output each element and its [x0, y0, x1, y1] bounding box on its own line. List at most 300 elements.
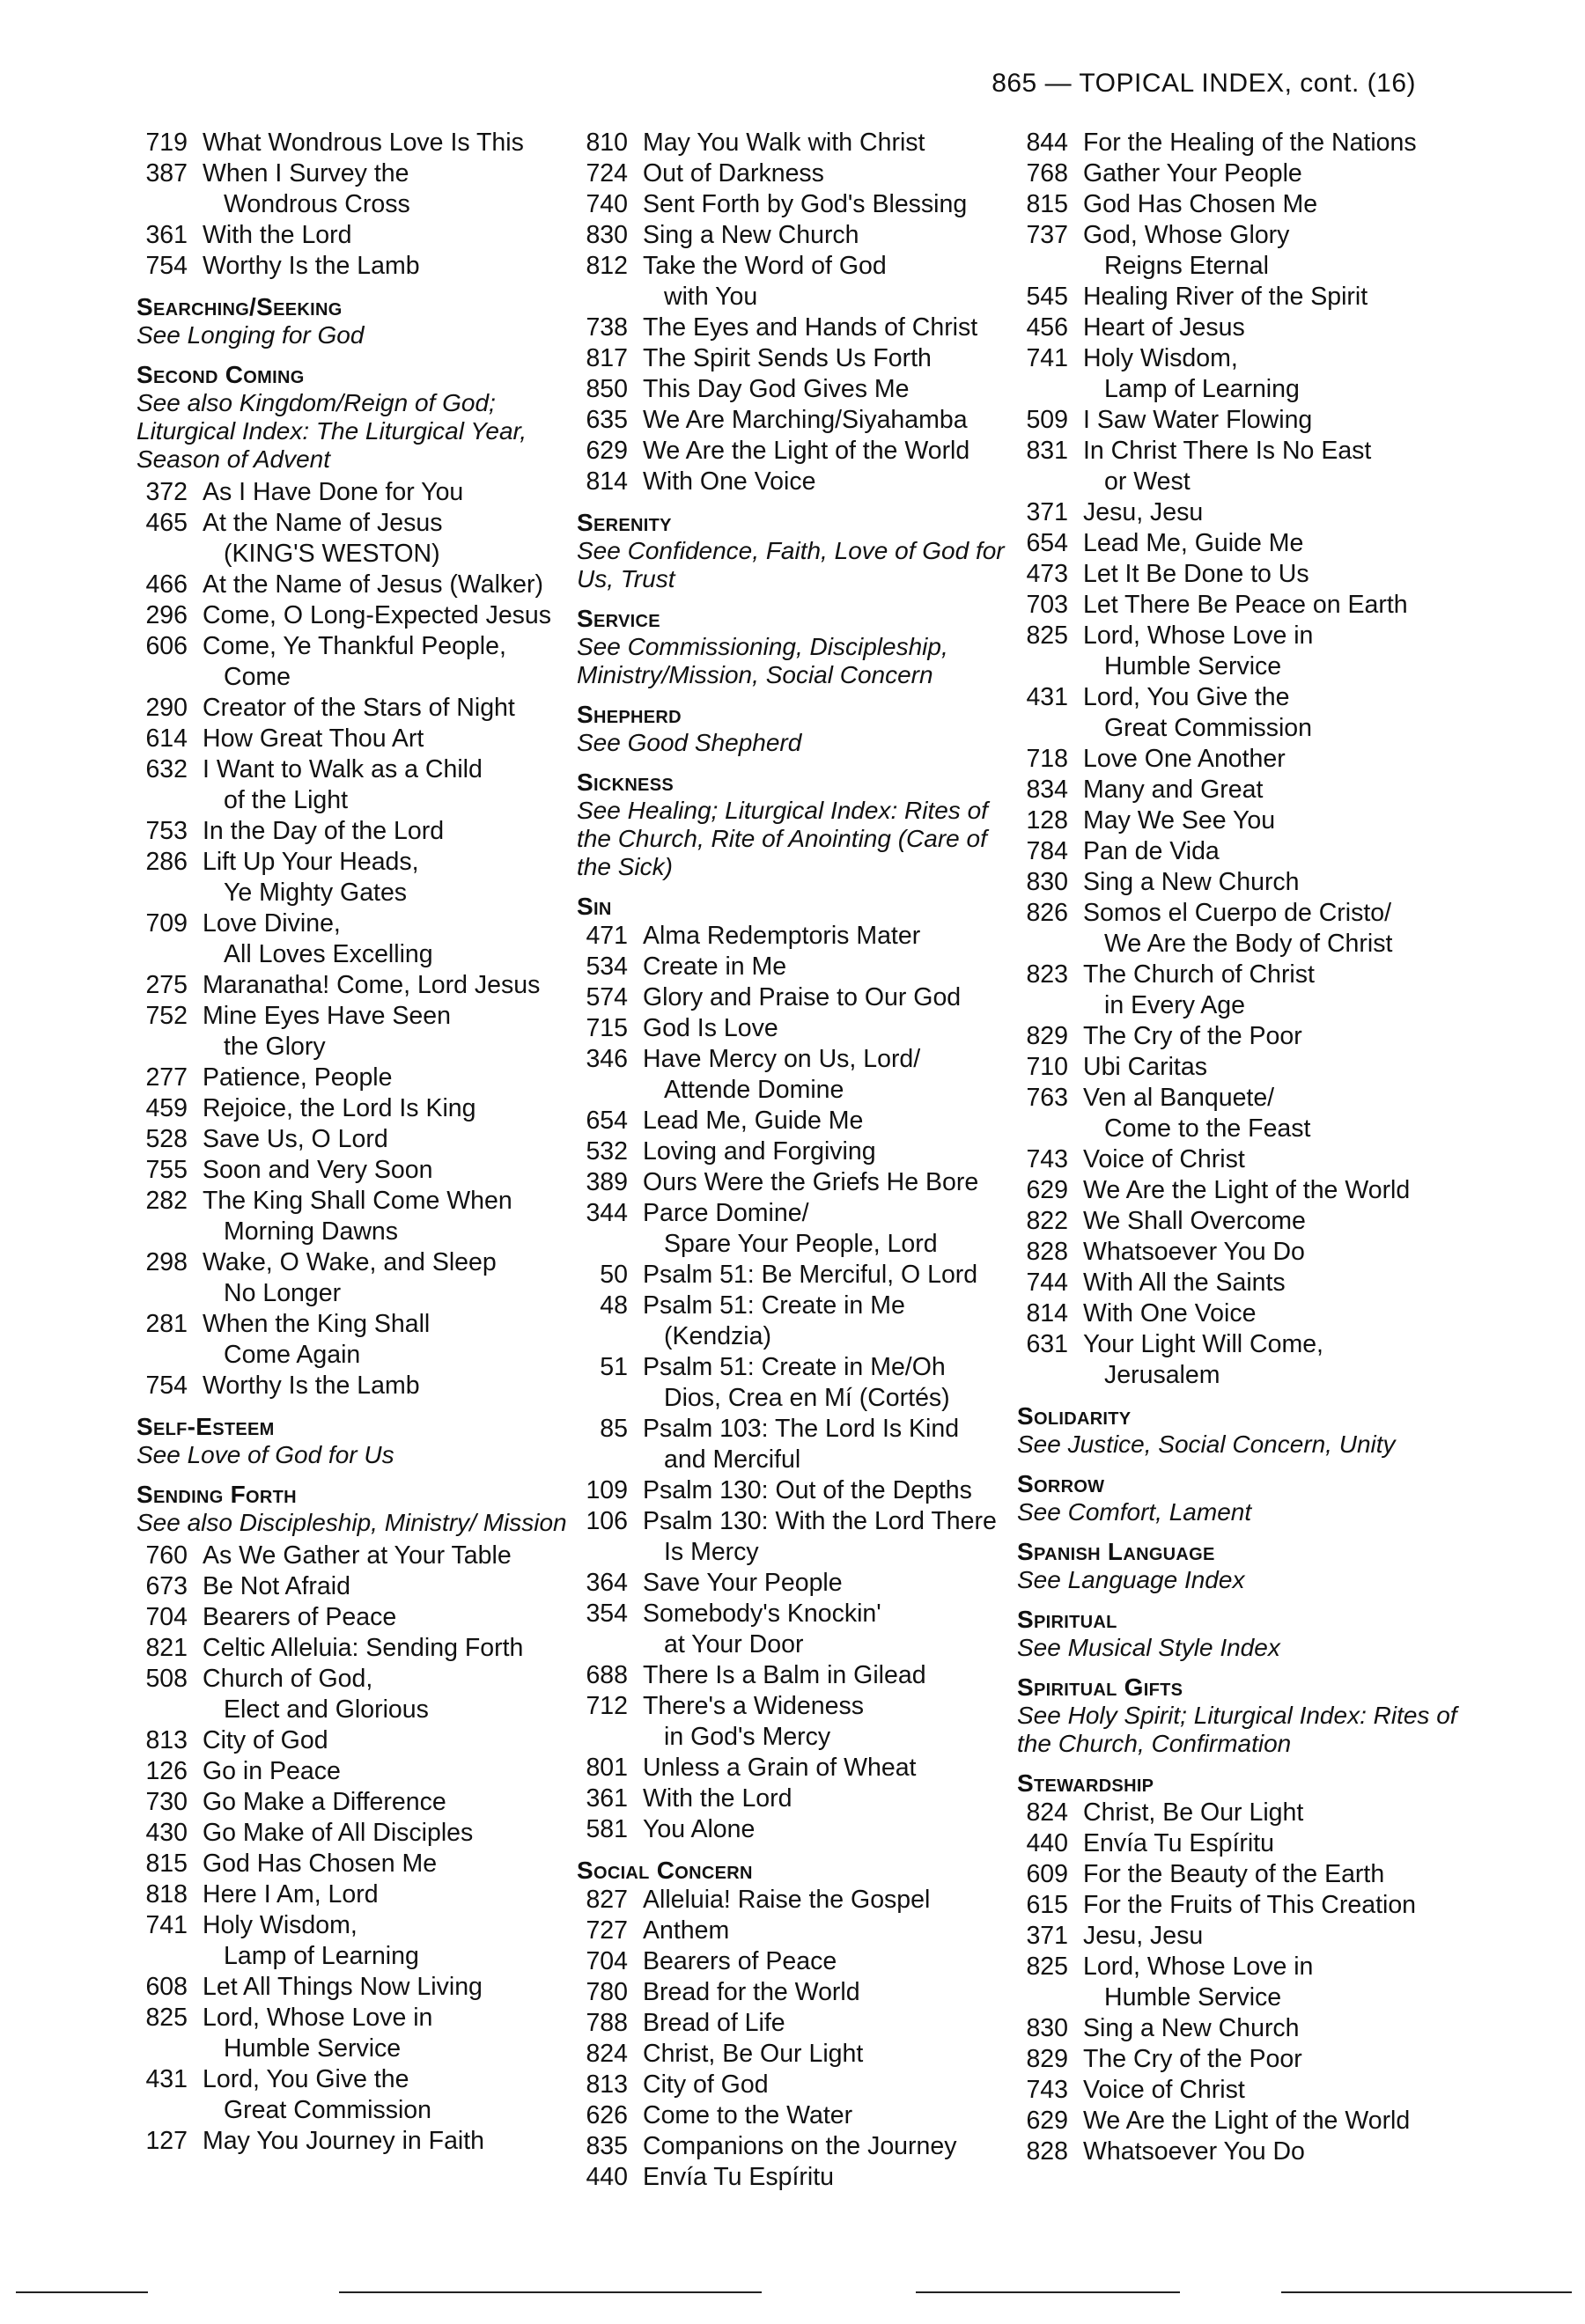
- hymn-number: 784: [1026, 837, 1068, 865]
- hymn-title: God, Whose Glory: [1083, 221, 1290, 249]
- hymn-number: 465: [145, 509, 188, 537]
- hymn-title: Go in Peace: [203, 1757, 341, 1785]
- index-entry: [577, 2100, 1017, 2131]
- hymn-number: 632: [145, 755, 188, 783]
- see-reference: See Longing for God: [136, 321, 365, 349]
- hymn-title: Healing River of the Spirit: [1083, 283, 1368, 311]
- hymn-number: 508: [145, 1665, 188, 1693]
- hymn-number: 810: [586, 129, 628, 157]
- index-entry: [1017, 559, 1457, 590]
- hymn-title: Soon and Very Soon: [203, 1156, 433, 1184]
- hymn-number: 715: [586, 1014, 628, 1042]
- index-entry: [577, 1946, 1017, 1977]
- index-entry: [136, 1371, 577, 1401]
- hymn-number: 298: [145, 1248, 188, 1276]
- hymn-title: This Day God Gives Me: [643, 375, 910, 403]
- hymn-number: 788: [586, 2009, 628, 2037]
- hymn-number: 754: [145, 252, 188, 280]
- hymn-title: Psalm 130: With the Lord There: [643, 1507, 997, 1535]
- topic-heading: Serenity: [577, 509, 672, 536]
- hymn-title: Jerusalem: [1104, 1361, 1220, 1389]
- index-entry: [577, 1783, 1017, 1814]
- index-entry: [136, 128, 577, 158]
- index-entry: [136, 1155, 577, 1186]
- hymn-title: There's a Wideness: [643, 1692, 864, 1720]
- hymn-number: 361: [145, 221, 188, 249]
- index-entry: [1017, 898, 1457, 960]
- hymn-number: 829: [1026, 1022, 1068, 1050]
- hymn-title: Come, O Long-Expected Jesus: [203, 601, 552, 629]
- hymn-title: For the Fruits of This Creation: [1083, 1891, 1417, 1919]
- hymn-title: Elect and Glorious: [224, 1695, 429, 1724]
- hymn-number: 825: [145, 2004, 188, 2032]
- index-entry: [136, 2064, 577, 2126]
- hymn-number: 364: [586, 1569, 628, 1597]
- hymn-number: 835: [586, 2132, 628, 2160]
- hymn-title: Humble Service: [1104, 1983, 1282, 2011]
- hymn-title: Save Your People: [643, 1569, 843, 1597]
- hymn-number: 277: [145, 1063, 188, 1092]
- hymn-title: Attende Domine: [664, 1076, 844, 1104]
- hymn-title: When the King Shall: [203, 1310, 431, 1338]
- index-entry: [1017, 2075, 1457, 2106]
- hymn-number: 822: [1026, 1207, 1068, 1235]
- hymn-title: City of God: [643, 2070, 769, 2099]
- index-entry: [1017, 1329, 1457, 1391]
- index-entry: [136, 908, 577, 970]
- hymn-number: 534: [586, 952, 628, 981]
- hymn-number: 361: [586, 1784, 628, 1813]
- hymn-title: Lord, Whose Love in: [1083, 621, 1314, 650]
- hymn-number: 629: [586, 437, 628, 465]
- index-entry: [136, 1602, 577, 1633]
- index-entry: [136, 1787, 577, 1818]
- hymn-title: What Wondrous Love Is This: [203, 129, 524, 157]
- hymn-number: 581: [586, 1815, 628, 1843]
- footer-rule: [1281, 2291, 1572, 2293]
- hymn-title: Holy Wisdom,: [1083, 344, 1238, 372]
- hymn-title: Pan de Vida: [1083, 837, 1220, 865]
- index-entry: [1017, 2106, 1457, 2136]
- index-entry: [1017, 621, 1457, 682]
- hymn-title: Great Commission: [224, 2096, 431, 2124]
- hymn-title: Bread of Life: [643, 2009, 785, 2037]
- hymn-number: 844: [1026, 129, 1068, 157]
- hymn-number: 814: [586, 467, 628, 496]
- index-entry: [1017, 836, 1457, 867]
- topic-heading: Spanish Language: [1017, 1538, 1215, 1565]
- hymn-title: (Kendzia): [664, 1322, 771, 1350]
- see-reference: See Comfort, Lament: [1017, 1498, 1252, 1526]
- index-entry: [1017, 1052, 1457, 1083]
- index-entry: [577, 189, 1017, 220]
- index-entry: [577, 952, 1017, 982]
- hymn-title: Bearers of Peace: [203, 1603, 397, 1631]
- index-entry: [1017, 1298, 1457, 1329]
- index-entry: [1017, 1859, 1457, 1890]
- hymn-number: 821: [145, 1634, 188, 1662]
- index-entry: [577, 436, 1017, 467]
- index-entry: [136, 847, 577, 908]
- index-entry: [577, 1106, 1017, 1136]
- hymn-title: May We See You: [1083, 806, 1276, 835]
- hymn-title: (KING'S WESTON): [224, 540, 440, 568]
- index-entry: [1017, 1237, 1457, 1268]
- hymn-number: 812: [586, 252, 628, 280]
- hymn-number: 629: [1026, 1176, 1068, 1204]
- index-entry: [577, 1013, 1017, 1044]
- index-entry: [577, 1167, 1017, 1198]
- index-entry: [577, 1599, 1017, 1660]
- hymn-title: and Merciful: [664, 1445, 801, 1474]
- hymn-title: Parce Domine/: [643, 1199, 809, 1227]
- index-entry: [1017, 960, 1457, 1021]
- hymn-title: Sing a New Church: [1083, 868, 1300, 896]
- hymn-title: Great Commission: [1104, 714, 1312, 742]
- index-entry: [1017, 1890, 1457, 1921]
- hymn-title: Bearers of Peace: [643, 1947, 837, 1975]
- hymn-title: Envía Tu Espíritu: [643, 2163, 835, 2191]
- hymn-title: Come Again: [224, 1341, 361, 1369]
- index-entry: [136, 508, 577, 570]
- hymn-number: 631: [1026, 1330, 1068, 1358]
- index-entry: [1017, 2136, 1457, 2167]
- hymn-title: Creator of the Stars of Night: [203, 694, 515, 722]
- hymn-number: 704: [586, 1947, 628, 1975]
- index-entry: [577, 1977, 1017, 2008]
- index-entry: [136, 1972, 577, 2003]
- hymn-number: 440: [586, 2163, 628, 2191]
- index-entry: [136, 158, 577, 220]
- index-entry: [577, 1660, 1017, 1691]
- topic-heading: Second Coming: [136, 361, 305, 388]
- index-entry: [577, 158, 1017, 189]
- hymn-title: Psalm 51: Create in Me/Oh: [643, 1353, 946, 1381]
- hymn-title: I Want to Walk as a Child: [203, 755, 483, 783]
- index-entry: [136, 1849, 577, 1879]
- hymn-number: 346: [586, 1045, 628, 1073]
- index-entry: [1017, 1175, 1457, 1206]
- hymn-title: The King Shall Come When: [203, 1187, 512, 1215]
- hymn-title: With the Lord: [203, 221, 352, 249]
- hymn-number: 718: [1026, 745, 1068, 773]
- index-entry: [136, 631, 577, 693]
- hymn-number: 704: [145, 1603, 188, 1631]
- see-reference: See Confidence, Faith, Love of God for Us, Trust: [577, 537, 1005, 592]
- hymn-title: There Is a Balm in Gilead: [643, 1661, 926, 1689]
- hymn-title: Lord, You Give the: [203, 2065, 409, 2093]
- index-entry: [1017, 1206, 1457, 1237]
- hymn-title: Lead Me, Guide Me: [643, 1107, 864, 1135]
- hymn-title: Voice of Christ: [1083, 1145, 1245, 1173]
- hymn-number: 719: [145, 129, 188, 157]
- hymn-title: Bread for the World: [643, 1978, 860, 2006]
- hymn-title: Alma Redemptoris Mater: [643, 922, 921, 950]
- see-reference: See Commissioning, Discipleship, Ministry/Mission, Social Concern: [577, 633, 948, 688]
- hymn-title: I Saw Water Flowing: [1083, 406, 1313, 434]
- topic-heading: Solidarity: [1017, 1402, 1132, 1430]
- hymn-title: The Church of Christ: [1083, 960, 1315, 989]
- hymn-title: God Has Chosen Me: [203, 1850, 438, 1878]
- topic-heading: Self-Esteem: [136, 1413, 275, 1440]
- hymn-number: 456: [1026, 313, 1068, 342]
- topic-heading: Social Concern: [577, 1857, 753, 1884]
- hymn-number: 608: [145, 1973, 188, 2001]
- index-entry: [136, 600, 577, 631]
- see-reference: See Good Shepherd: [577, 729, 802, 756]
- hymn-number: 752: [145, 1002, 188, 1030]
- index-entry: [577, 1916, 1017, 1946]
- hymn-title: As We Gather at Your Table: [203, 1541, 512, 1570]
- index-entry: [136, 1818, 577, 1849]
- hymn-number: 828: [1026, 2137, 1068, 2166]
- index-entry: [136, 1541, 577, 1571]
- hymn-title: In Christ There Is No East: [1083, 437, 1372, 465]
- page-header: 865 — TOPICAL INDEX, cont. (16): [992, 69, 1416, 98]
- see-reference: See Musical Style Index: [1017, 1634, 1280, 1661]
- hymn-title: For the Healing of the Nations: [1083, 129, 1417, 157]
- hymn-title: We Are the Light of the World: [1083, 2107, 1411, 2135]
- hymn-number: 473: [1026, 560, 1068, 588]
- hymn-number: 743: [1026, 2076, 1068, 2104]
- hymn-title: Holy Wisdom,: [203, 1911, 358, 1939]
- index-entry: [577, 1885, 1017, 1916]
- hymn-title: Maranatha! Come, Lord Jesus: [203, 971, 541, 999]
- index-entry: [1017, 189, 1457, 220]
- hymn-number: 275: [145, 971, 188, 999]
- index-entry: [577, 2070, 1017, 2100]
- index-entry: [1017, 436, 1457, 497]
- hymn-title: All Loves Excelling: [224, 940, 433, 968]
- hymn-number: 431: [1026, 683, 1068, 711]
- index-entry: [136, 724, 577, 754]
- hymn-title: Wondrous Cross: [224, 190, 410, 218]
- index-entry: [136, 1571, 577, 1602]
- hymn-title: Humble Service: [1104, 652, 1282, 680]
- hymn-number: 344: [586, 1199, 628, 1227]
- index-entry: [577, 1568, 1017, 1599]
- hymn-number: 654: [1026, 529, 1068, 557]
- hymn-title: Lamp of Learning: [1104, 375, 1300, 403]
- hymn-number: 528: [145, 1125, 188, 1153]
- hymn-title: We Shall Overcome: [1083, 1207, 1306, 1235]
- hymn-number: 741: [1026, 344, 1068, 372]
- index-entry: [136, 693, 577, 724]
- hymn-title: Wake, O Wake, and Sleep: [203, 1248, 497, 1276]
- see-reference: See Language Index: [1017, 1566, 1245, 1593]
- hymn-number: 813: [145, 1726, 188, 1754]
- index-entry: [1017, 682, 1457, 744]
- hymn-title: Ubi Caritas: [1083, 1053, 1207, 1081]
- hymn-title: Whatsoever You Do: [1083, 2137, 1305, 2166]
- index-entry: [577, 2039, 1017, 2070]
- hymn-number: 431: [145, 2065, 188, 2093]
- hymn-title: Take the Word of God: [643, 252, 887, 280]
- hymn-title: God Is Love: [643, 1014, 778, 1042]
- hymn-title: Your Light Will Come,: [1083, 1330, 1323, 1358]
- hymn-title: in God's Mercy: [664, 1723, 831, 1751]
- index-entry: [1017, 128, 1457, 158]
- index-entry: [136, 1186, 577, 1247]
- hymn-title: With One Voice: [1083, 1299, 1257, 1327]
- hymn-title: Lord, Whose Love in: [1083, 1953, 1314, 1981]
- topic-heading: Searching/Seeking: [136, 293, 343, 320]
- hymn-number: 106: [586, 1507, 628, 1535]
- hymn-title: Humble Service: [224, 2034, 402, 2063]
- index-entry: [136, 220, 577, 251]
- hymn-number: 109: [586, 1476, 628, 1504]
- index-entry: [1017, 1921, 1457, 1952]
- index-entry: [1017, 1268, 1457, 1298]
- hymn-number: 387: [145, 159, 188, 188]
- index-entry: [1017, 2044, 1457, 2075]
- index-entry: [1017, 775, 1457, 805]
- hymn-title: in Every Age: [1104, 991, 1246, 1019]
- hymn-number: 801: [586, 1754, 628, 1782]
- index-entry: [577, 2008, 1017, 2039]
- index-entry: [577, 313, 1017, 343]
- hymn-number: 850: [586, 375, 628, 403]
- hymn-title: or West: [1104, 467, 1191, 496]
- hymn-number: 727: [586, 1916, 628, 1945]
- hymn-title: No Longer: [224, 1279, 342, 1307]
- topic-heading: Sorrow: [1017, 1470, 1105, 1497]
- index-entry: [577, 405, 1017, 436]
- hymn-number: 829: [1026, 2045, 1068, 2073]
- index-entry: [577, 2131, 1017, 2162]
- hymn-title: Come to the Water: [643, 2101, 853, 2129]
- hymn-title: Love Divine,: [203, 909, 341, 938]
- hymn-title: Come: [224, 663, 291, 691]
- hymn-title: of the Light: [224, 786, 349, 814]
- hymn-number: 50: [600, 1261, 628, 1289]
- hymn-title: Psalm 103: The Lord Is Kind: [643, 1415, 960, 1443]
- hymn-title: Spare Your People, Lord: [664, 1230, 938, 1258]
- hymn-title: Reigns Eternal: [1104, 252, 1269, 280]
- hymn-number: 760: [145, 1541, 188, 1570]
- hymn-number: 740: [586, 190, 628, 218]
- index-entry: [577, 1291, 1017, 1352]
- hymn-title: We Are the Body of Christ: [1104, 930, 1393, 958]
- hymn-title: Let All Things Now Living: [203, 1973, 483, 2001]
- hymn-number: 371: [1026, 498, 1068, 526]
- hymn-title: Many and Great: [1083, 776, 1264, 804]
- index-entry: [1017, 1952, 1457, 2013]
- index-entry: [1017, 744, 1457, 775]
- hymn-number: 741: [145, 1911, 188, 1939]
- index-entry: [577, 1044, 1017, 1106]
- hymn-number: 818: [145, 1880, 188, 1908]
- hymn-title: Love One Another: [1083, 745, 1286, 773]
- topic-heading: Sin: [577, 893, 612, 920]
- hymn-title: Voice of Christ: [1083, 2076, 1245, 2104]
- hymn-title: You Alone: [643, 1815, 756, 1843]
- hymn-title: Psalm 51: Be Merciful, O Lord: [643, 1261, 978, 1289]
- hymn-number: 286: [145, 848, 188, 876]
- index-entry: [577, 374, 1017, 405]
- topic-heading: Service: [577, 605, 660, 632]
- hymn-title: God Has Chosen Me: [1083, 190, 1318, 218]
- hymn-number: 371: [1026, 1922, 1068, 1950]
- index-entry: [577, 1198, 1017, 1260]
- index-entry: [1017, 313, 1457, 343]
- hymn-number: 828: [1026, 1238, 1068, 1266]
- hymn-title: Come to the Feast: [1104, 1114, 1311, 1143]
- see-reference: See Holy Spirit; Liturgical Index: Rites of the Church, Confirmation: [1017, 1702, 1457, 1757]
- hymn-number: 440: [1026, 1829, 1068, 1857]
- index-entry: [136, 570, 577, 600]
- hymn-title: Be Not Afraid: [203, 1572, 350, 1600]
- hymn-title: Sing a New Church: [643, 221, 859, 249]
- index-entry: [136, 1910, 577, 1972]
- hymn-number: 813: [586, 2070, 628, 2099]
- index-entry: [1017, 1798, 1457, 1828]
- index-entry: [577, 1814, 1017, 1845]
- hymn-title: Gather Your People: [1083, 159, 1302, 188]
- hymn-title: Somebody's Knockin': [643, 1600, 881, 1628]
- hymn-title: Sent Forth by God's Blessing: [643, 190, 968, 218]
- hymn-title: The Spirit Sends Us Forth: [643, 344, 932, 372]
- footer-rule: [339, 2291, 762, 2293]
- hymn-number: 814: [1026, 1299, 1068, 1327]
- hymn-title: Let It Be Done to Us: [1083, 560, 1309, 588]
- hymn-title: The Cry of the Poor: [1083, 1022, 1302, 1050]
- hymn-title: In the Day of the Lord: [203, 817, 445, 845]
- hymn-title: Psalm 51: Create in Me: [643, 1291, 905, 1320]
- index-entry: [577, 1260, 1017, 1291]
- index-entry: [136, 1309, 577, 1371]
- index-entry: [1017, 1083, 1457, 1144]
- index-entry: [136, 1879, 577, 1910]
- hymn-number: 730: [145, 1788, 188, 1816]
- hymn-title: With the Lord: [643, 1784, 792, 1813]
- index-entry: [136, 754, 577, 816]
- hymn-title: Come, Ye Thankful People,: [203, 632, 506, 660]
- hymn-title: Lead Me, Guide Me: [1083, 529, 1304, 557]
- hymn-number: 372: [145, 478, 188, 506]
- index-entry: [136, 970, 577, 1001]
- hymn-number: 830: [1026, 2014, 1068, 2042]
- hymn-title: Rejoice, the Lord Is King: [203, 1094, 476, 1122]
- hymn-number: 712: [586, 1692, 628, 1720]
- index-column-3: [1017, 128, 1457, 2167]
- hymn-title: For the Beauty of the Earth: [1083, 1860, 1385, 1888]
- hymn-number: 281: [145, 1310, 188, 1338]
- hymn-number: 763: [1026, 1084, 1068, 1112]
- footer-rule: [16, 2291, 148, 2293]
- hymn-title: Lord, You Give the: [1083, 683, 1290, 711]
- hymn-title: Worthy Is the Lamb: [203, 1372, 420, 1400]
- hymn-number: 574: [586, 983, 628, 1011]
- index-entry: [1017, 1021, 1457, 1052]
- hymn-title: With One Voice: [643, 467, 816, 496]
- hymn-number: 471: [586, 922, 628, 950]
- index-entry: [577, 1352, 1017, 1414]
- hymn-number: 282: [145, 1187, 188, 1215]
- hymn-number: 532: [586, 1137, 628, 1166]
- index-entry: [136, 477, 577, 508]
- hymn-number: 724: [586, 159, 628, 188]
- hymn-title: We Are the Light of the World: [643, 437, 970, 465]
- topic-heading: Shepherd: [577, 701, 682, 728]
- hymn-number: 710: [1026, 1053, 1068, 1081]
- hymn-number: 743: [1026, 1145, 1068, 1173]
- hymn-number: 459: [145, 1094, 188, 1122]
- hymn-number: 128: [1026, 806, 1068, 835]
- hymn-number: 768: [1026, 159, 1068, 188]
- index-entry: [577, 1506, 1017, 1568]
- hymn-title: the Glory: [224, 1033, 326, 1061]
